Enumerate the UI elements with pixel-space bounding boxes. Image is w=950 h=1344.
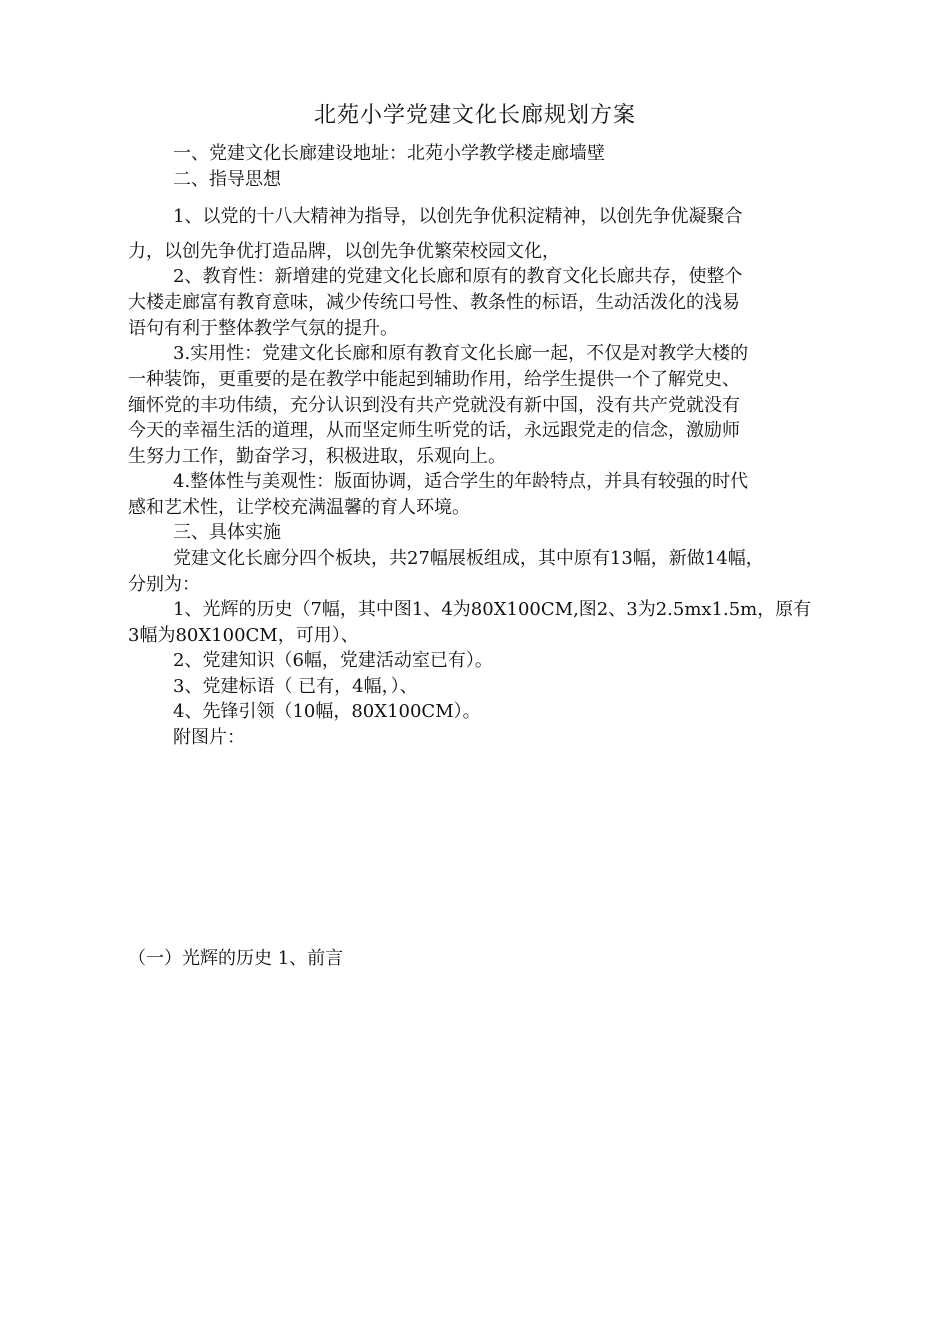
list-item: 1、光辉的历史（7幅，其中图1、4为80X100CM,图2、3为2.5mx1.5m，原有 bbox=[173, 599, 812, 620]
paragraph-line: 今天的幸福生活的道理，从而坚定师生听党的话，永远跟党走的信念，激励师 bbox=[128, 420, 740, 441]
list-item-continuation: 3幅为80X100CM，可用）、 bbox=[128, 625, 359, 646]
list-item: 2、党建知识（6幅，党建活动室已有）。 bbox=[173, 650, 493, 671]
paragraph-line: 生努力工作，勤奋学习，积极进取，乐观向上。 bbox=[128, 446, 506, 467]
paragraph-line: 一种装饰，更重要的是在教学中能起到辅助作用，给学生提供一个了解党史、 bbox=[128, 369, 740, 390]
section-guiding-heading: 二、指导思想 bbox=[173, 169, 281, 190]
section-address: 一、党建文化长廊建设地址：北苑小学教学楼走廊墙壁 bbox=[173, 143, 605, 164]
paragraph-line: 2、教育性：新增建的党建文化长廊和原有的教育文化长廊共存，使整个 bbox=[173, 266, 743, 287]
document-title: 北苑小学党建文化长廊规划方案 bbox=[313, 103, 636, 128]
paragraph-line: 4.整体性与美观性：版面协调，适合学生的年龄特点，并具有较强的时代 bbox=[173, 471, 749, 492]
paragraph-line: 党建文化长廊分四个板块，共27幅展板组成，其中原有13幅，新做14幅， bbox=[173, 548, 764, 569]
section-implementation-heading: 三、具体实施 bbox=[173, 522, 281, 543]
paragraph-line: 分别为： bbox=[128, 574, 200, 595]
paragraph-line: 1、以党的十八大精神为指导，以创先争优积淀精神，以创先争优凝聚合 bbox=[173, 206, 743, 227]
paragraph-line: 缅怀党的丰功伟绩，充分认识到没有共产党就没有新中国，没有共产党就没有 bbox=[128, 395, 740, 416]
list-item: 4、先锋引领（10幅，80X100CM）。 bbox=[173, 701, 481, 722]
attached-images-label: 附图片： bbox=[173, 727, 245, 748]
list-item: 3、党建标语（ 已有，4幅，）、 bbox=[173, 676, 418, 697]
paragraph-line: 力，以创先争优打造品牌，以创先争优繁荣校园文化， bbox=[128, 241, 560, 262]
section-heading-history: （一）光辉的历史 1、前言 bbox=[128, 948, 344, 969]
paragraph-line: 3.实用性：党建文化长廊和原有教育文化长廊一起，不仅是对教学大楼的 bbox=[173, 343, 749, 364]
paragraph-line: 大楼走廊富有教育意味，减少传统口号性、教条性的标语，生动活泼化的浅易 bbox=[128, 292, 740, 313]
paragraph-line: 感和艺术性，让学校充满温馨的育人环境。 bbox=[128, 497, 470, 518]
paragraph-line: 语句有利于整体教学气氛的提升。 bbox=[128, 318, 398, 339]
